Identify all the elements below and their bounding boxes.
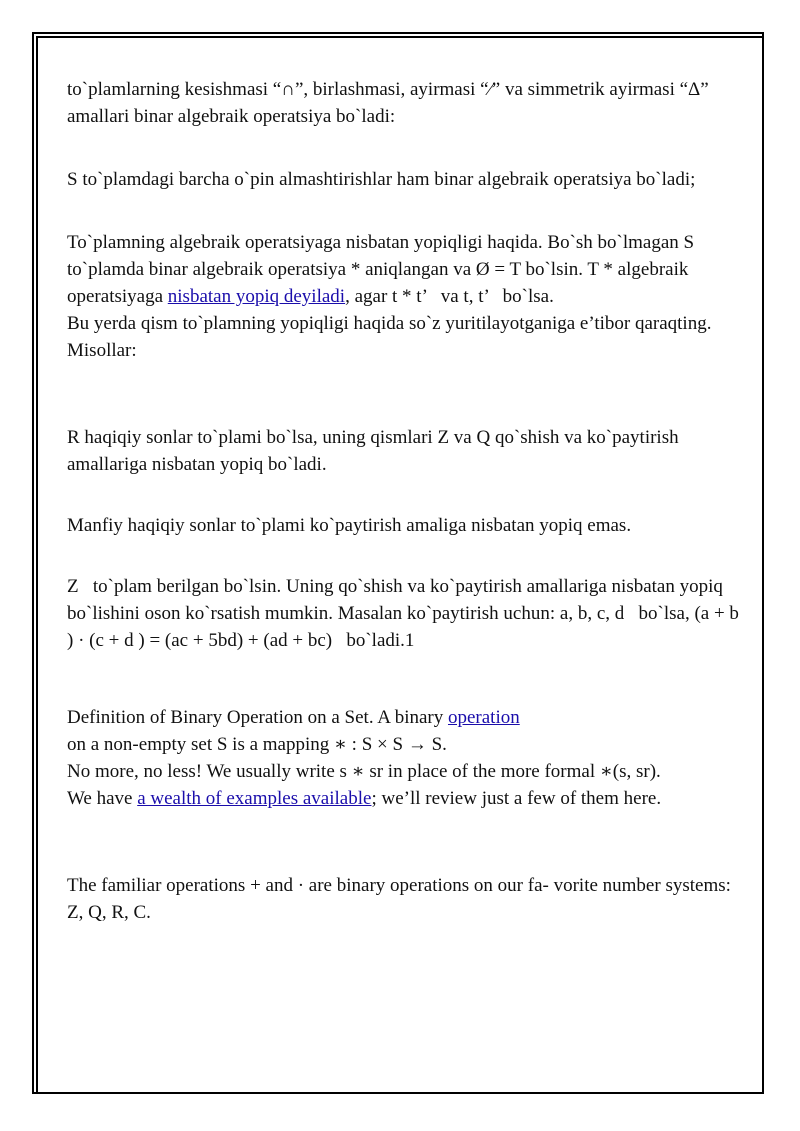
paragraph-negative-reals-example: Manfiy haqiqiy sonlar to`plami ko`paytirish amaliga nisbatan yopiq emas.	[67, 515, 632, 536]
paragraph-notation: No more, no less! We usually write s ∗ sr in place of the more formal ∗(s, sr).	[67, 761, 661, 782]
paragraph-closure-definition	[67, 229, 747, 310]
paragraph-set-operations: to`plamlarning kesishmasi “∩”, birlashmasi, ayirmasi “⁄” va simmetrik ayirmasi “Δ” amallari binar algebraik operatsiya bo`ladi:	[67, 79, 714, 127]
paragraph-familiar-operations: The familiar operations + and · are binary operations on our fa- vorite number systems: Z, Q, R, C.	[67, 875, 736, 923]
paragraph-permutations: S to`plamdagi barcha o`pin almashtirishlar ham binar algebraik operatsiya bo`ladi;	[67, 169, 696, 190]
document-body	[67, 76, 747, 926]
definition-text: Definition of Binary Operation on a Set. A binary	[67, 707, 448, 728]
examples-heading: Misollar:	[67, 340, 137, 361]
closure-text-start: To`plamning algebraik operatsiyaga nisbatan yopiqligi haqida. Bo`sh bo`lmagan S to`plamda binar algebraik operatsiya * aniqlangan va Ø = T bo`lsin. T * algebraik operatsiyaga	[67, 232, 699, 307]
paragraph-binary-operation-definition	[67, 704, 747, 731]
paragraph-mapping: on a non-empty set S is a mapping ∗ : S × S → S.	[67, 734, 447, 755]
paragraph-integers-example: Z to`plam berilgan bo`lsin. Uning qo`shish va ko`paytirish amallariga nisbatan yopiq bo`lishini oson ko`rsatish mumkin. Masalan ko`paytirish uchun: a, b, c, d bo`lsa, (a + b ) · (c + d ) = (ac + 5bd) + (ad + bc) bo`ladi.1	[67, 576, 744, 651]
closure-text-end: , agar t * t’ va t, t’ bo`lsa.	[345, 286, 554, 307]
closure-link[interactable]: nisbatan yopiq deyiladi	[167, 286, 346, 307]
paragraph-closure-note: Bu yerda qism to`plamning yopiqligi haqida so`z yuritilayotganiga e’tibor qaraqting.	[67, 313, 712, 334]
operation-link[interactable]: operation	[447, 707, 520, 728]
wealth-of-examples-link[interactable]: a wealth of examples available	[137, 788, 372, 809]
paragraph-examples-intro	[67, 785, 747, 812]
paragraph-real-numbers-example: R haqiqiy sonlar to`plami bo`lsa, uning qismlari Z va Q qo`shish va ko`paytirish amallariga nisbatan yopiq bo`ladi.	[67, 427, 684, 475]
examples-text-end: ; we’ll review just a few of them here.	[371, 788, 662, 809]
examples-text-start: We have	[67, 788, 138, 809]
